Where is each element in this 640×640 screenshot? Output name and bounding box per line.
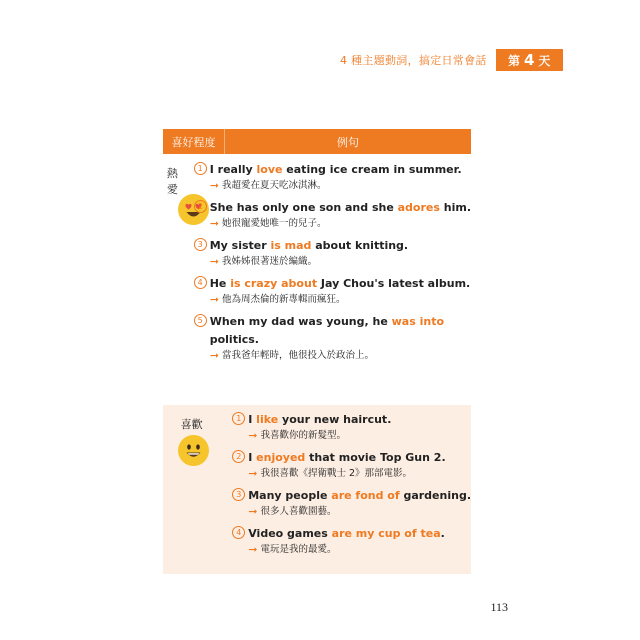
arrow-right-icon: ➞ (248, 429, 258, 442)
chinese-translation: ➞ 我喜歡你的新髮型。 (248, 429, 346, 442)
table-row (163, 154, 471, 405)
table-row (163, 405, 471, 574)
example-number: 4 (232, 526, 245, 539)
example-number: 4 (194, 276, 207, 289)
category-label: 喜歡 (180, 418, 203, 431)
examples-cell (182, 154, 471, 405)
example-number: 2 (194, 200, 207, 213)
column-header-category: 喜好程度 (171, 135, 216, 149)
category-cell (163, 154, 182, 405)
examples-cell (220, 405, 471, 574)
arrow-right-icon: ➞ (209, 293, 219, 306)
chinese-translation: ➞ 我超愛在夏天吃冰淇淋。 (209, 179, 327, 192)
chinese-translation: ➞ 當我爸年輕時，他很投入於政治上。 (209, 349, 374, 362)
arrow-right-icon: ➞ (248, 543, 258, 556)
list-item (232, 411, 471, 443)
highlight-phrase: adores (397, 201, 440, 214)
table-header (163, 129, 471, 154)
highlight-phrase: are fond of (331, 489, 400, 502)
arrow-right-icon: ➞ (209, 217, 219, 230)
list-item (194, 313, 471, 363)
list-item (232, 487, 471, 519)
chinese-translation: ➞ 我姊姊很著迷於編織。 (209, 255, 317, 268)
chinese-translation: ➞ 電玩是我的最愛。 (248, 543, 337, 556)
page-header (340, 49, 563, 71)
chinese-translation: ➞ 他為周杰倫的新專輯而瘋狂。 (209, 293, 346, 306)
preference-table (163, 129, 471, 574)
list-item (232, 525, 471, 557)
english-sentence: Video games are my cup of tea. (248, 527, 445, 540)
chinese-translation: ➞ 我很喜歡《捍衛戰士 2》那部電影。 (248, 467, 413, 480)
english-sentence: When my dad was young, he was into (209, 315, 445, 328)
english-sentence: He is crazy about Jay Chou's latest album. (209, 277, 471, 290)
english-sentence: I like your new haircut. (248, 413, 392, 426)
list-item (232, 449, 471, 481)
english-sentence: I really love eating ice cream in summer. (209, 163, 462, 176)
day-suffix: 天 (538, 53, 551, 68)
chinese-translation: ➞ 很多人喜歡園藝。 (248, 505, 337, 518)
example-number: 1 (194, 162, 207, 175)
list-item (194, 199, 471, 231)
arrow-right-icon: ➞ (248, 505, 258, 518)
highlight-phrase: like (256, 413, 279, 426)
highlight-phrase: is crazy about (230, 277, 318, 290)
english-sentence: I enjoyed that movie Top Gun 2. (248, 451, 446, 464)
arrow-right-icon: ➞ (209, 349, 219, 362)
english-sentence-continuation: politics. (209, 333, 259, 346)
highlight-phrase: was into (391, 315, 445, 328)
list-item (194, 237, 471, 269)
example-number: 2 (232, 450, 245, 463)
example-number: 1 (232, 412, 245, 425)
list-item (194, 275, 471, 307)
example-number: 5 (194, 314, 207, 327)
category-cell (163, 405, 220, 574)
day-prefix: 第 (507, 53, 520, 68)
arrow-right-icon: ➞ (248, 467, 258, 480)
english-sentence: My sister is mad about knitting. (209, 239, 409, 252)
english-sentence: Many people are fond of gardening. (248, 489, 471, 502)
arrow-right-icon: ➞ (209, 255, 219, 268)
arrow-right-icon: ➞ (209, 179, 219, 192)
chinese-translation: ➞ 她很寵愛她唯一的兒子。 (209, 217, 327, 230)
highlight-phrase: enjoyed (256, 451, 306, 464)
example-number: 3 (232, 488, 245, 501)
smiling-face-icon (178, 435, 209, 466)
example-number: 3 (194, 238, 207, 251)
list-item (194, 161, 471, 193)
day-tab (496, 49, 563, 71)
day-number: 4 (523, 51, 535, 69)
page-number: 113 (490, 600, 508, 614)
highlight-phrase: is mad (270, 239, 312, 252)
english-sentence: She has only one son and she adores him. (209, 201, 471, 214)
highlight-phrase: love (256, 163, 283, 176)
highlight-phrase: are my cup of tea (331, 527, 441, 540)
category-label: 熱愛 (166, 167, 178, 196)
column-header-examples: 例句 (337, 135, 359, 149)
chapter-title: 4 種主題動詞，搞定日常會話 (340, 54, 487, 67)
